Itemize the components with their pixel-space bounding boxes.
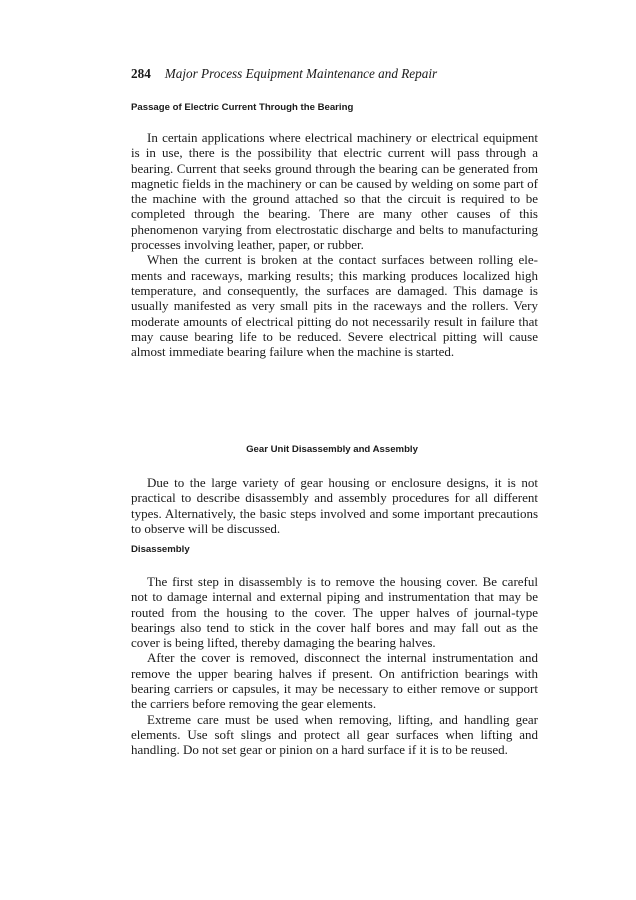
paragraph: The first step in disassembly is to remove the housing cover. Be careful not to damage internal and external piping and instrumentation that may be routed from the housing to the cover. The upper halves of journal-type bearings also tend to stick in the cover half bores and may fall out as the cover is being lifted, thereby damaging the bearing halves. [131, 574, 538, 651]
section-body-electric-current [131, 130, 538, 359]
section-heading-electric-current: Passage of Electric Current Through the Bearing [131, 102, 354, 113]
section-body-disassembly [131, 574, 538, 758]
running-head [131, 66, 437, 82]
section-heading-gear-unit: Gear Unit Disassembly and Assembly [246, 444, 418, 455]
section-body-gear-unit [131, 475, 538, 536]
paragraph: In certain applications where electrical machinery or electrical equipment is in use, there is the possibility that electric current will pass through a bearing. Current that seeks ground through the bearing can be generated from magnetic fields in the machinery or can be caused by welding on some part of the machine with the ground attached so that the circuit is required to be completed through the bearing. There are many other causes of this phenomenon varying from electrostatic discharge and belts to manufacturing processes involving leather, paper, or rubber. [131, 130, 538, 253]
paragraph: Due to the large variety of gear housing or enclosure designs, it is not practical to describe disassembly and assembly procedures for all different types. Alternatively, the basic steps involved and some important precautions to observe will be discussed. [131, 475, 538, 536]
book-title: Major Process Equipment Maintenance and Repair [164, 66, 438, 81]
paragraph: Extreme care must be used when removing, lifting, and handling gear elements. Use soft slings and protect all gear surfaces when lifting and handling. Do not set gear or pinion on a hard surface if it is to be reused. [131, 711, 538, 758]
paragraph: After the cover is removed, disconnect the internal instrumentation and remove the upper bearing halves if present. On antifriction bearings with bearing carriers or capsules, it may be necessary to either remove or support the carriers before removing the gear elements. [131, 650, 538, 712]
paragraph: When the current is broken at the contact surfaces between rolling elements and raceways, marking results; this marking produces localized high temperature, and consequently, the surfaces are damaged. This damage is usually manifested as very small pits in the raceways and the rollers. Very moderate amounts of electrical pitting do not necessarily result in failure that may cause bearing life to be reduced. Severe electrical pitting will cause almost immediate bearing failure when the machine is started. [131, 252, 538, 360]
page-number: 284 [131, 66, 151, 81]
section-heading-disassembly: Disassembly [131, 544, 190, 555]
